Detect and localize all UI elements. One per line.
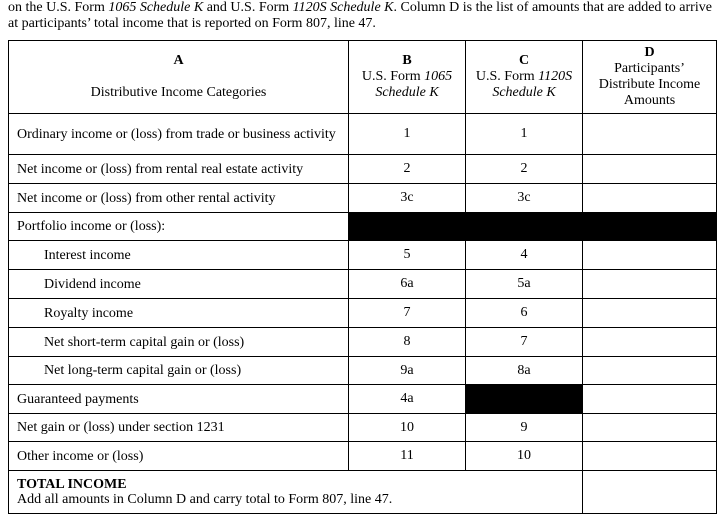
row-label: Ordinary income or (loss) from trade or business activity [9, 114, 349, 155]
table-row [9, 442, 717, 471]
form-1065-line: 7 [349, 299, 466, 328]
blacked-out-cell [466, 385, 583, 414]
intro-text-1: on the U.S. Form [8, 0, 109, 15]
row-label: Portfolio income or (loss): [9, 213, 349, 241]
form-1065-line: 1 [349, 114, 466, 155]
table-row [9, 357, 717, 385]
row-label: Net income or (loss) from other rental activity [9, 184, 349, 213]
amount-cell[interactable] [583, 184, 717, 213]
table-row [9, 270, 717, 299]
total-amount-cell[interactable] [583, 471, 717, 514]
column-d-title-line-3: Amounts [623, 93, 676, 108]
row-label: Net gain or (loss) under section 1231 [9, 414, 349, 442]
blacked-out-cell [349, 213, 717, 241]
form-1120s-line: 2 [466, 155, 583, 184]
row-label: Guaranteed payments [9, 385, 349, 414]
table-row [9, 155, 717, 184]
form-1065-line: 2 [349, 155, 466, 184]
column-a-letter: A [173, 53, 184, 68]
form-1120s-line: 3c [466, 184, 583, 213]
amount-cell[interactable] [583, 357, 717, 385]
column-d-title-line-1: Participants’ [614, 61, 685, 76]
table-row [9, 114, 717, 155]
intro-paragraph [8, 0, 720, 32]
column-c-header [466, 41, 583, 114]
amount-cell[interactable] [583, 270, 717, 299]
total-income-title: TOTAL INCOME [17, 477, 127, 492]
form-1120s-line: 9 [466, 414, 583, 442]
form-1065-line: 8 [349, 328, 466, 357]
column-b-header [349, 41, 466, 114]
form-1120s-line: 4 [466, 241, 583, 270]
form-1065-line: 9a [349, 357, 466, 385]
column-c-form-label: U.S. Form [475, 69, 539, 84]
amount-cell[interactable] [583, 114, 717, 155]
column-b-form-number: 1065 [424, 69, 453, 84]
table-row [9, 299, 717, 328]
header-row [9, 41, 717, 114]
row-label: Net short-term capital gain or (loss) [9, 328, 349, 357]
row-label: Dividend income [9, 270, 349, 299]
column-a-title: Distributive Income Categories [90, 85, 267, 100]
column-c-schedule: Schedule K [492, 85, 556, 100]
form-1065-line: 4a [349, 385, 466, 414]
form-1065-line: 5 [349, 241, 466, 270]
intro-text-3: . Column D is the list of amounts that are added to arrive at participants’ total income that is reported on Form 807, line 47. [8, 0, 712, 31]
column-d-letter: D [644, 45, 655, 60]
amount-cell[interactable] [583, 414, 717, 442]
table-row [9, 213, 717, 241]
intro-form-1065: 1065 Schedule K [108, 0, 204, 15]
row-label: Net long-term capital gain or (loss) [9, 357, 349, 385]
column-a-header [9, 41, 349, 114]
form-1065-line: 6a [349, 270, 466, 299]
row-label: Royalty income [9, 299, 349, 328]
form-1065-line: 3c [349, 184, 466, 213]
form-1120s-line: 1 [466, 114, 583, 155]
form-1065-line: 11 [349, 442, 466, 471]
table-row [9, 184, 717, 213]
total-description [9, 471, 583, 514]
column-c-letter: C [518, 53, 530, 68]
form-1120s-line: 7 [466, 328, 583, 357]
table-row [9, 385, 717, 414]
intro-text-2: and U.S. Form [203, 0, 293, 15]
column-b-schedule: Schedule K [375, 85, 439, 100]
amount-cell[interactable] [583, 241, 717, 270]
column-b-letter: B [402, 53, 412, 68]
form-1120s-line: 10 [466, 442, 583, 471]
column-d-header [583, 41, 717, 114]
column-b-form-label: U.S. Form [361, 69, 425, 84]
amount-cell[interactable] [583, 299, 717, 328]
form-1065-line: 10 [349, 414, 466, 442]
table-row [9, 414, 717, 442]
column-c-form-number: 1120S [538, 69, 573, 84]
total-instruction: Add all amounts in Column D and carry total to Form 807, line 47. [17, 492, 393, 507]
table-row [9, 241, 717, 270]
income-categories-table [8, 40, 717, 514]
amount-cell[interactable] [583, 328, 717, 357]
table-row [9, 328, 717, 357]
row-label: Other income or (loss) [9, 442, 349, 471]
total-row [9, 471, 717, 514]
intro-form-1120s: 1120S Schedule K [292, 0, 394, 15]
amount-cell[interactable] [583, 385, 717, 414]
row-label: Interest income [9, 241, 349, 270]
amount-cell[interactable] [583, 155, 717, 184]
form-1120s-line: 6 [466, 299, 583, 328]
column-d-title-line-2: Distribute Income [598, 77, 701, 92]
form-1120s-line: 5a [466, 270, 583, 299]
form-1120s-line: 8a [466, 357, 583, 385]
row-label: Net income or (loss) from rental real estate activity [9, 155, 349, 184]
amount-cell[interactable] [583, 442, 717, 471]
